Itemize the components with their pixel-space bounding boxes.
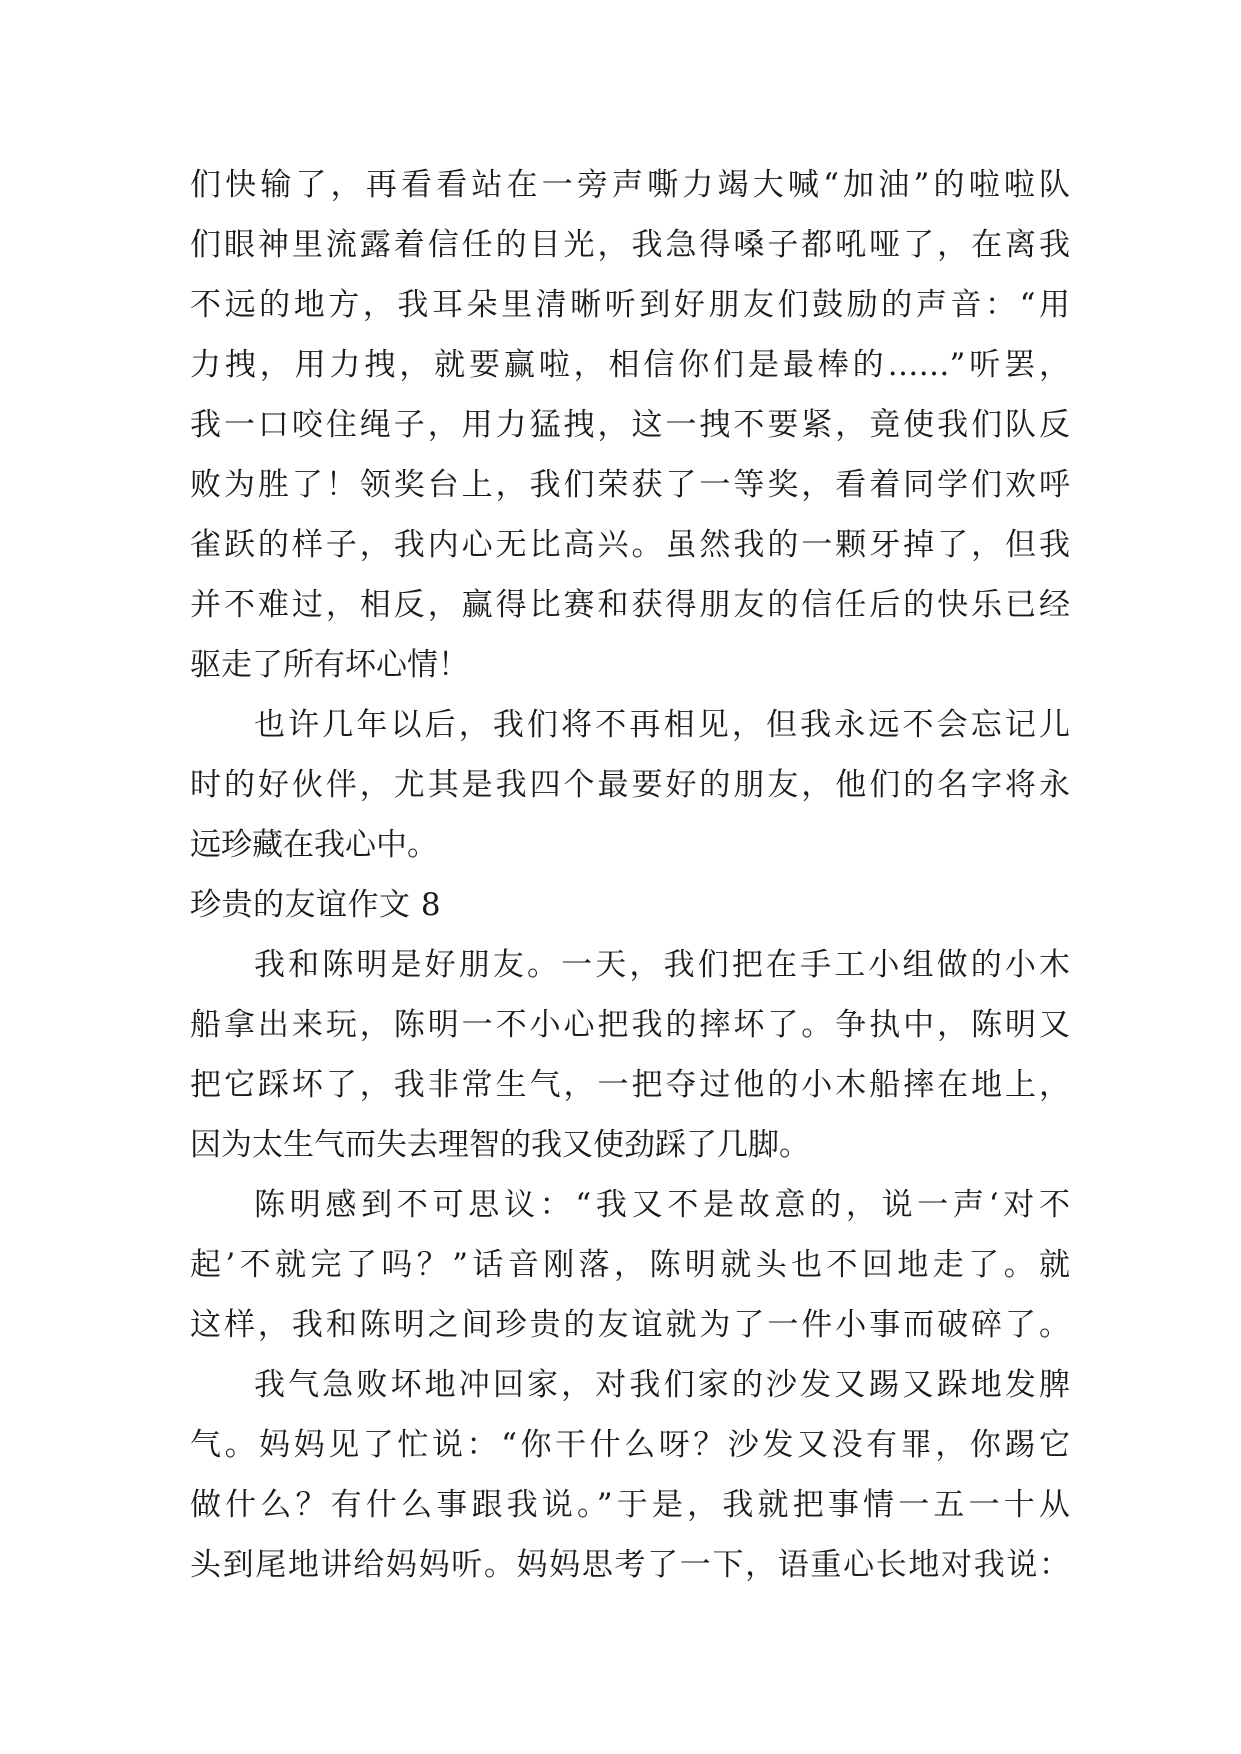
paragraph-5-line-1: 我气急败坏地冲回家，对我们家的沙发又踢又跺地发脾: [254, 1367, 1070, 1403]
paragraph-2-line-1: 也许几年以后，我们将不再相见，但我永远不会忘记儿: [254, 707, 1070, 743]
paragraph-2-line-2: 时的好伙伴，尤其是我四个最要好的朋友，他们的名字将永: [190, 767, 1070, 803]
paragraph-5-line-4: 头到尾地讲给妈妈听。妈妈思考了一下，语重心长地对我说：: [190, 1547, 1070, 1583]
paragraph-1-line-7: 雀跃的样子，我内心无比高兴。虽然我的一颗牙掉了，但我: [190, 527, 1070, 563]
paragraph-4-line-3: 这样，我和陈明之间珍贵的友谊就为了一件小事而破碎了。: [190, 1307, 1070, 1343]
essay-text: [190, 155, 1070, 1595]
paragraph-4-line-2: 起’不就完了吗？”话音刚落，陈明就头也不回地走了。就: [190, 1247, 1070, 1283]
paragraph-1-line-4: 力拽，用力拽，就要赢啦，相信你们是最棒的……”听罢，: [190, 347, 1070, 383]
paragraph-3-line-4: 因为太生气而失去理智的我又使劲踩了几脚。: [190, 1127, 810, 1163]
paragraph-1-line-3: 不远的地方，我耳朵里清晰听到好朋友们鼓励的声音：“用: [190, 287, 1070, 323]
paragraph-2-line-3: 远珍藏在我心中。: [190, 827, 438, 863]
paragraph-1-line-8: 并不难过，相反，赢得比赛和获得朋友的信任后的快乐已经: [190, 587, 1070, 623]
paragraph-1-line-9: 驱走了所有坏心情！: [190, 647, 469, 683]
paragraph-1-line-5: 我一口咬住绳子，用力猛拽，这一拽不要紧，竟使我们队反: [190, 407, 1070, 443]
section-heading: 珍贵的友谊作文 8: [190, 887, 442, 923]
paragraph-1-line-1: 们快输了，再看看站在一旁声嘶力竭大喊“加油”的啦啦队: [190, 167, 1070, 203]
paragraph-5-line-2: 气。妈妈见了忙说：“你干什么呀？沙发又没有罪，你踢它: [190, 1427, 1070, 1463]
paragraph-4-line-1: 陈明感到不可思议：“我又不是故意的，说一声‘对不: [254, 1187, 1070, 1223]
paragraph-3-line-3: 把它踩坏了，我非常生气，一把夺过他的小木船摔在地上，: [190, 1067, 1070, 1103]
paragraph-3-line-2: 船拿出来玩，陈明一不小心把我的摔坏了。争执中，陈明又: [190, 1007, 1070, 1043]
paragraph-3-line-1: 我和陈明是好朋友。一天，我们把在手工小组做的小木: [254, 947, 1070, 983]
paragraph-5-line-3: 做什么？有什么事跟我说。”于是，我就把事情一五一十从: [190, 1487, 1070, 1523]
paragraph-1-line-2: 们眼神里流露着信任的目光，我急得嗓子都吼哑了，在离我: [190, 227, 1070, 263]
paragraph-1-line-6: 败为胜了！领奖台上，我们荣获了一等奖，看着同学们欢呼: [190, 467, 1070, 503]
